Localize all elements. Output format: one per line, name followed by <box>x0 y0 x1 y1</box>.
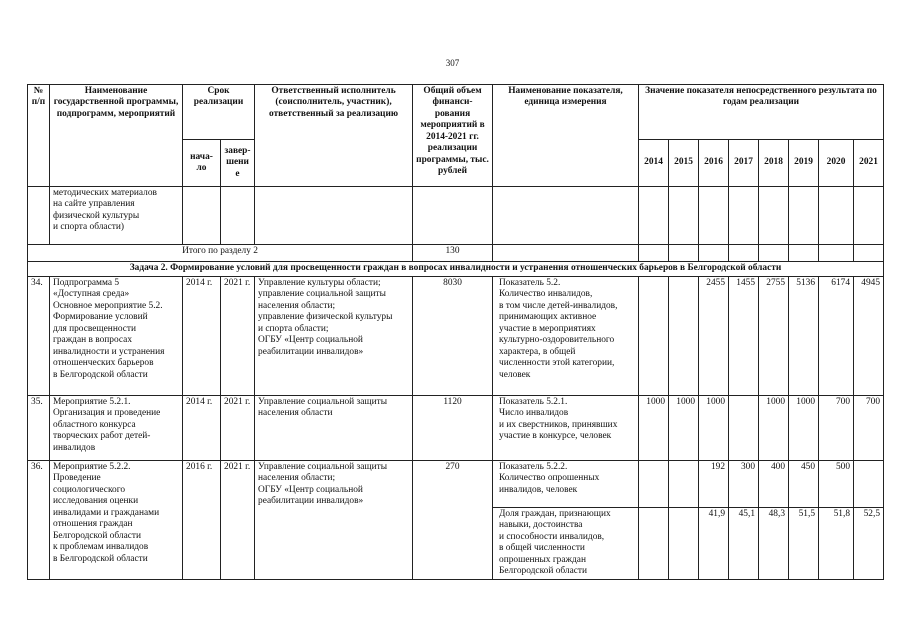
value-2018: 400 <box>759 461 789 508</box>
value2-2021: 52,5 <box>854 508 884 580</box>
year-2016: 2016 <box>699 140 729 187</box>
value-2019: 5136 <box>789 277 819 396</box>
row-name: Мероприятие 5.2.2. Проведение социологического исследования оценки инвалидами и гражданами отношения граждан Белгородской области к проблемам инвалидов в Белгородской области <box>50 461 183 580</box>
row-name: Мероприятие 5.2.1. Организация и проведение областного конкурса творческих работ детей- инвалидов <box>50 396 183 461</box>
page-number: 307 <box>445 58 460 68</box>
header-values: Значение показателя непосредственного результата по годам реализации <box>639 85 884 140</box>
continuation-name: методических материалов на сайте управления физической культуры и спорта области) <box>50 187 183 245</box>
row-total: 270 <box>413 461 493 580</box>
value2-2017: 45,1 <box>729 508 759 580</box>
value-2017: 1455 <box>729 277 759 396</box>
row-indicator: Показатель 5.2.2. Количество опрошенных инвалидов, человек <box>493 461 639 508</box>
subtotal-value: 130 <box>413 245 493 262</box>
subtotal-label: Итого по разделу 2 <box>28 245 413 262</box>
header-term-start: нача-ло <box>183 140 221 187</box>
header-indicator: Наименование показателя, единица измерения <box>493 85 639 187</box>
row-end: 2021 г. <box>221 461 255 580</box>
row-end: 2021 г. <box>221 277 255 396</box>
value-2014 <box>639 277 669 396</box>
row-end: 2021 г. <box>221 396 255 461</box>
value-2015 <box>669 277 699 396</box>
value-2015 <box>669 461 699 508</box>
row-start: 2014 г. <box>183 396 221 461</box>
year-2018: 2018 <box>759 140 789 187</box>
row-num: 34. <box>28 277 50 396</box>
value-2021: 700 <box>854 396 884 461</box>
program-table <box>27 84 884 580</box>
value-2018: 1000 <box>759 396 789 461</box>
header-num: № п/п <box>28 85 50 187</box>
value-2017: 300 <box>729 461 759 508</box>
year-2014: 2014 <box>639 140 669 187</box>
value-2016: 1000 <box>699 396 729 461</box>
subtotal-row <box>28 245 884 262</box>
year-2019: 2019 <box>789 140 819 187</box>
year-2015: 2015 <box>669 140 699 187</box>
row-indicator-2: Доля граждан, признающих навыки, достоинства и способности инвалидов, в общей численности опрошенных граждан Белгородской области <box>493 508 639 580</box>
value-2016: 2455 <box>699 277 729 396</box>
header-total: Общий объем финанси-рования мероприятий в 2014-2021 гг. реализации программы, тыс. рублей <box>413 85 493 187</box>
year-2020: 2020 <box>819 140 854 187</box>
value-2021: 4945 <box>854 277 884 396</box>
row-total: 8030 <box>413 277 493 396</box>
value-2014: 1000 <box>639 396 669 461</box>
year-2017: 2017 <box>729 140 759 187</box>
row-responsible: Управление культуры области; управление социальной защиты населения области; управление физической культуры и спорта области; ОГБУ «Центр социальной реабилитации инвалидов» <box>255 277 413 396</box>
table-row <box>28 396 884 461</box>
value-2019: 1000 <box>789 396 819 461</box>
value-2018: 2755 <box>759 277 789 396</box>
value-2017 <box>729 396 759 461</box>
row-name: Подпрограмма 5 «Доступная среда» Основное мероприятие 5.2. Формирование условий для просвещенности граждан в вопросах инвалидности и устранения отношенческих барьеров в Белгородской области <box>50 277 183 396</box>
header-row-1 <box>28 85 884 140</box>
value2-2018: 48,3 <box>759 508 789 580</box>
row-start: 2016 г. <box>183 461 221 580</box>
continuation-row <box>28 187 884 245</box>
header-responsible: Ответственный исполнитель (соисполнитель, участник), ответственный за реализацию <box>255 85 413 187</box>
value-2015: 1000 <box>669 396 699 461</box>
value-2021 <box>854 461 884 508</box>
header-name: Наименование государственной программы, подпрограмм, мероприятий <box>50 85 183 187</box>
row-responsible: Управление социальной защиты населения области; ОГБУ «Центр социальной реабилитации инвалидов» <box>255 461 413 580</box>
row-num: 35. <box>28 396 50 461</box>
row-start: 2014 г. <box>183 277 221 396</box>
row-responsible: Управление социальной защиты населения области <box>255 396 413 461</box>
row-num: 36. <box>28 461 50 580</box>
value2-2016: 41,9 <box>699 508 729 580</box>
task-label: Задача 2. Формирование условий для просвещенности граждан в вопросах инвалидности и устранения отношенческих барьеров в Белгородской области <box>28 262 884 277</box>
header-term: Срок реализации <box>183 85 255 140</box>
header-term-end: завер-шение <box>221 140 255 187</box>
task-row <box>28 262 884 277</box>
value2-2015 <box>669 508 699 580</box>
table-row <box>28 461 884 508</box>
value-2019: 450 <box>789 461 819 508</box>
value2-2020: 51,8 <box>819 508 854 580</box>
value-2014 <box>639 461 669 508</box>
value-2016: 192 <box>699 461 729 508</box>
value-2020: 500 <box>819 461 854 508</box>
row-indicator: Показатель 5.2.1. Число инвалидов и их сверстников, принявших участие в конкурсе, человек <box>493 396 639 461</box>
row-indicator: Показатель 5.2. Количество инвалидов, в том числе детей-инвалидов, принимающих активное участие в мероприятиях культурно-оздоровительного характера, в общей численности этой категории, человек <box>493 277 639 396</box>
value-2020: 6174 <box>819 277 854 396</box>
row-total: 1120 <box>413 396 493 461</box>
year-2021: 2021 <box>854 140 884 187</box>
value2-2019: 51,5 <box>789 508 819 580</box>
value2-2014 <box>639 508 669 580</box>
table-row <box>28 277 884 396</box>
value-2020: 700 <box>819 396 854 461</box>
